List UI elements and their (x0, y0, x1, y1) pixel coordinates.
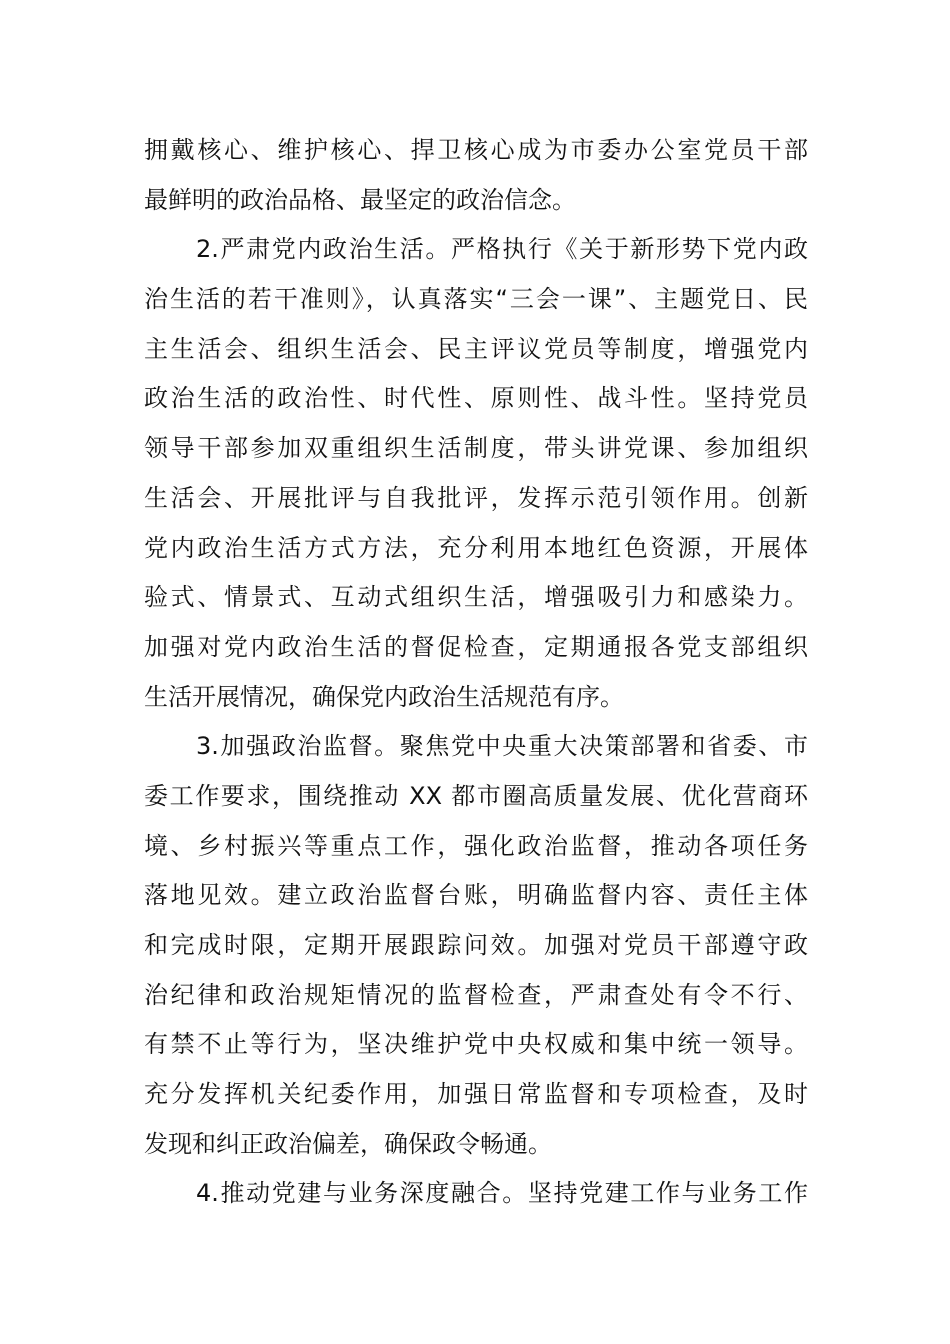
text-line: 党内政治生活方式方法，充分利用本地红色资源，开展体 (144, 533, 808, 562)
text-line: 治生活的若干准则》，认真落实“三会一课”、主题党日、民 (144, 285, 808, 314)
text-line: 最鲜明的政治品格、最坚定的政治信念。 (144, 185, 576, 214)
text-line: 加强对党内政治生活的督促检查，定期通报各党支部组织 (144, 632, 808, 661)
text-line: 验式、情景式、互动式组织生活，增强吸引力和感染力。 (144, 583, 808, 612)
text-line: 有禁不止等行为，坚决维护党中央权威和集中统一领导。 (144, 1030, 808, 1059)
text-line: 充分发挥机关纪委作用，加强日常监督和专项检查，及时 (144, 1080, 808, 1109)
text-line: 生活开展情况，确保党内政治生活规范有序。 (144, 682, 624, 711)
text-line: 政治生活的政治性、时代性、原则性、战斗性。坚持党员 (144, 384, 808, 413)
text-line: 拥戴核心、维护核心、捍卫核心成为市委办公室党员干部 (144, 136, 808, 164)
text-line: 落地见效。建立政治监督台账，明确监督内容、责任主体 (144, 881, 808, 910)
section-3-heading-line: 3.加强政治监督。聚焦党中央重大决策部署和省委、市 (196, 732, 808, 761)
section-2-heading-line: 2.严肃党内政治生活。严格执行《关于新形势下党内政 (196, 235, 808, 264)
text-line: 治纪律和政治规矩情况的监督检查，严肃查处有令不行、 (144, 980, 808, 1009)
text-line: 委工作要求，围绕推动 XX 都市圈高质量发展、优化营商环 (144, 781, 808, 810)
body-text (144, 126, 808, 1219)
text-line: 主生活会、组织生活会、民主评议党员等制度，增强党内 (144, 334, 808, 363)
text-line: 发现和纠正政治偏差，确保政令畅通。 (144, 1129, 552, 1158)
text-line: 境、乡村振兴等重点工作，强化政治监督，推动各项任务 (144, 831, 808, 860)
text-line: 生活会、开展批评与自我批评，发挥示范引领作用。创新 (144, 483, 808, 512)
text-line: 和完成时限，定期开展跟踪问效。加强对党员干部遵守政 (144, 931, 808, 959)
text-line: 领导干部参加双重组织生活制度，带头讲党课、参加组织 (144, 434, 808, 463)
section-4-heading-line: 4.推动党建与业务深度融合。坚持党建工作与业务工作 (196, 1179, 808, 1208)
